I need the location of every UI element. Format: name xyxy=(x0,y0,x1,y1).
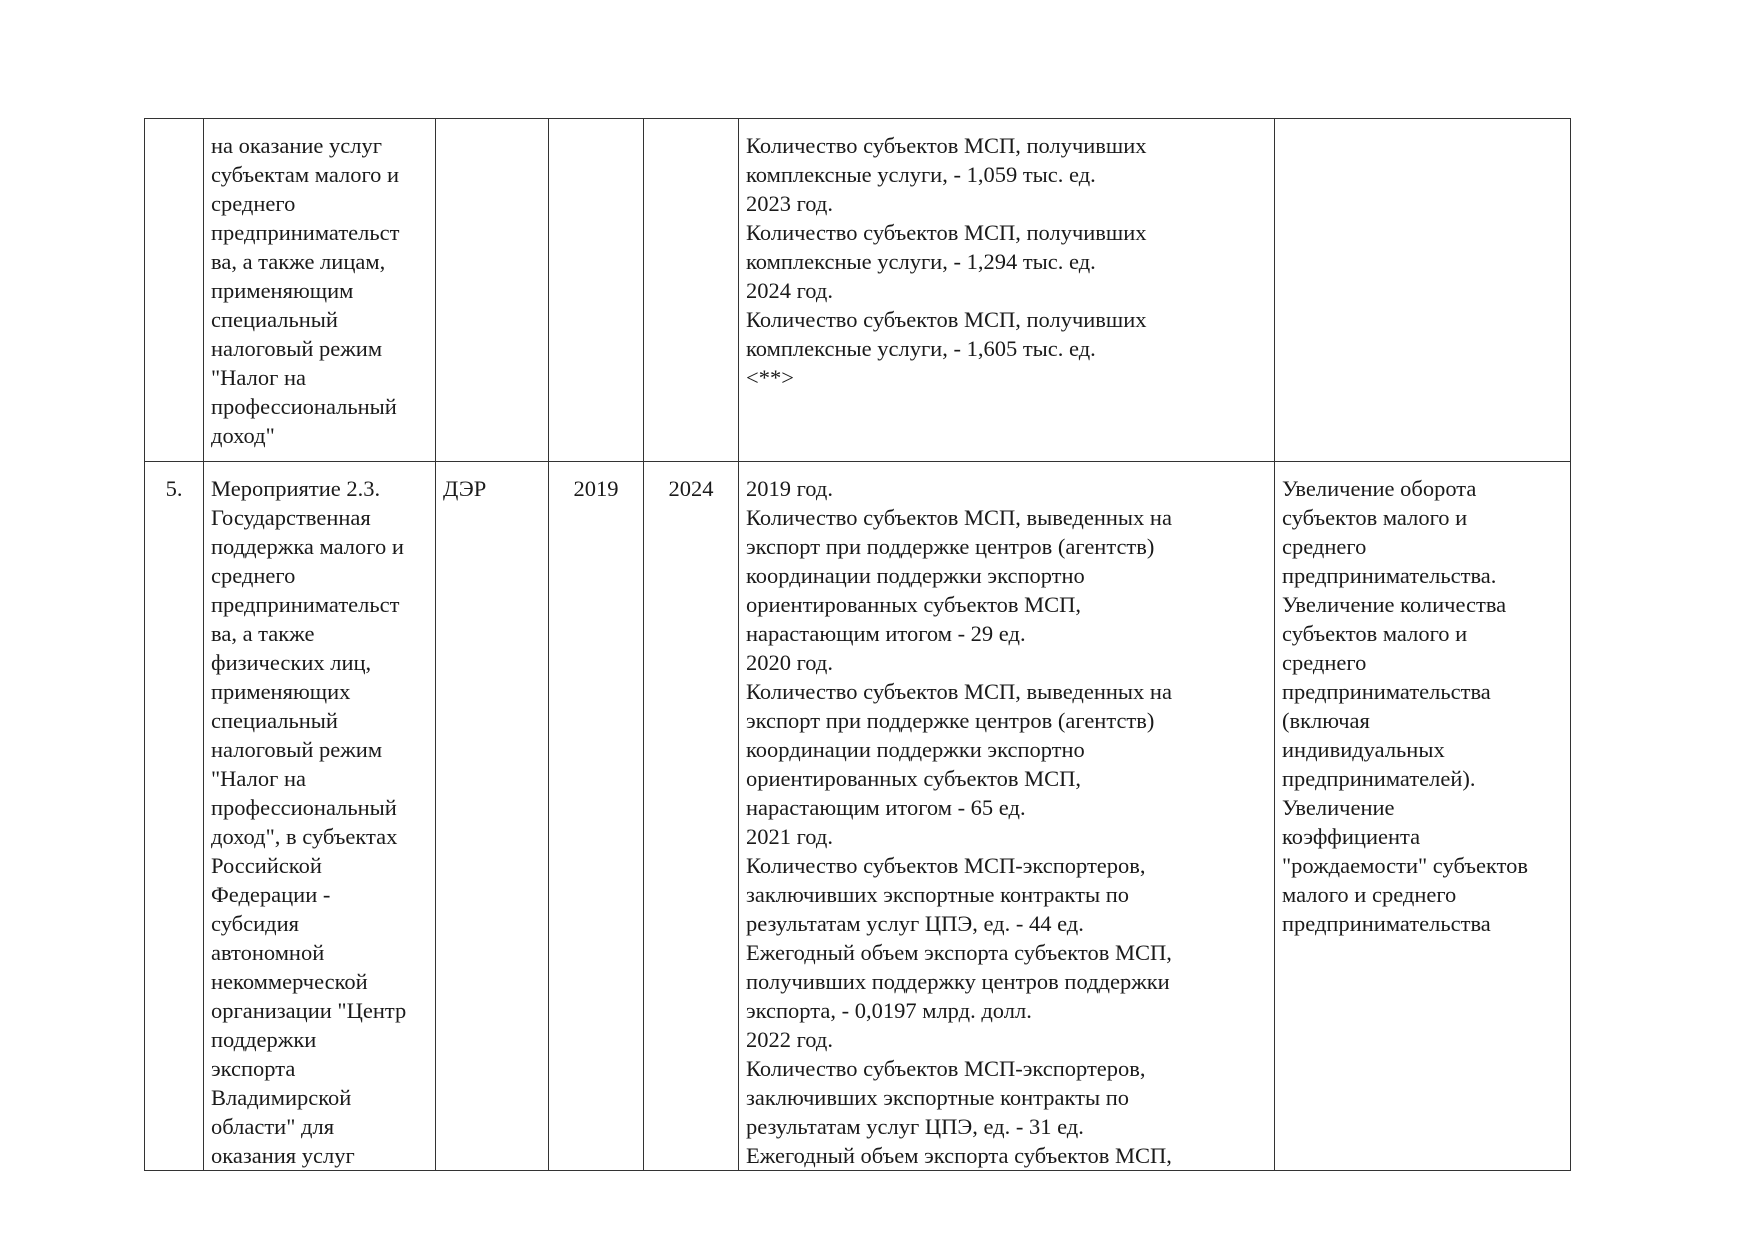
text-line: "Налог на xyxy=(211,766,306,791)
text-line: Мероприятие 2.3. xyxy=(211,476,381,501)
text-line: области" для xyxy=(211,1114,335,1139)
end-year-cell: 2024 xyxy=(644,462,739,1171)
text-line: Увеличение количества xyxy=(1282,592,1507,617)
text-line: среднего xyxy=(1282,534,1367,559)
text-line: доход", в субъектах xyxy=(211,824,398,849)
text-line: коэффициента xyxy=(1282,824,1421,849)
text-line: предпринимательства xyxy=(1282,911,1491,936)
text-line: предпринимательст xyxy=(211,220,400,245)
text-line: комплексные услуги, - 1,059 тыс. ед. xyxy=(746,162,1096,187)
executor-cell: ДЭР xyxy=(436,462,549,1171)
text-line: Количество субъектов МСП-экспортеров, xyxy=(746,1056,1146,1081)
text-line: 2022 год. xyxy=(746,1027,833,1052)
text-line: координации поддержки экспортно xyxy=(746,563,1085,588)
text-line: 2021 год. xyxy=(746,824,833,849)
text-line: получивших поддержку центров поддержки xyxy=(746,969,1170,994)
effect-cell xyxy=(1275,462,1571,1171)
row-number-cell xyxy=(145,119,204,462)
text-line: ориентированных субъектов МСП, xyxy=(746,592,1082,617)
text-line: Увеличение xyxy=(1282,795,1395,820)
text-line: Количество субъектов МСП, получивших xyxy=(746,220,1147,245)
table-row xyxy=(145,462,1571,1171)
text-line: организации "Центр xyxy=(211,998,407,1023)
text-line: экспорт при поддержке центров (агентств) xyxy=(746,708,1155,733)
result-cell xyxy=(739,462,1275,1171)
text-line: субъектам малого и xyxy=(211,162,400,187)
text-line: Владимирской xyxy=(211,1085,352,1110)
text-line: нарастающим итогом - 65 ед. xyxy=(746,795,1026,820)
text-line: доход" xyxy=(211,423,275,448)
text-line: предпринимательства xyxy=(1282,679,1491,704)
text-line: Количество субъектов МСП, выведенных на xyxy=(746,679,1172,704)
text-line: заключивших экспортные контракты по xyxy=(746,1085,1129,1110)
text-line: предпринимательст xyxy=(211,592,400,617)
text-line: физических лиц, xyxy=(211,650,372,675)
text-line: субъектов малого и xyxy=(1282,505,1468,530)
text-line: поддержки xyxy=(211,1027,317,1052)
text-line: 2019 год. xyxy=(746,476,833,501)
text-line: <**> xyxy=(746,365,794,390)
text-line: оказания услуг xyxy=(211,1143,355,1168)
text-line: поддержка малого и xyxy=(211,534,404,559)
text-line: нарастающим итогом - 29 ед. xyxy=(746,621,1026,646)
measure-name-cell xyxy=(204,462,436,1171)
text-line: Российской xyxy=(211,853,322,878)
text-line: экспорта xyxy=(211,1056,296,1081)
text-line: 2023 год. xyxy=(746,191,833,216)
text-line: индивидуальных xyxy=(1282,737,1445,762)
text-line: Количество субъектов МСП, получивших xyxy=(746,307,1147,332)
text-line: Количество субъектов МСП, выведенных на xyxy=(746,505,1172,530)
text-line: предпринимателей). xyxy=(1282,766,1476,791)
effect-cell xyxy=(1275,119,1571,462)
text-line: налоговый режим xyxy=(211,336,383,361)
text-line: Количество субъектов МСП-экспортеров, xyxy=(746,853,1146,878)
text-line: на оказание услуг xyxy=(211,133,382,158)
text-line: среднего xyxy=(1282,650,1367,675)
text-line: применяющим xyxy=(211,278,354,303)
text-line: заключивших экспортные контракты по xyxy=(746,882,1129,907)
text-line: комплексные услуги, - 1,294 тыс. ед. xyxy=(746,249,1096,274)
text-line: "Налог на xyxy=(211,365,306,390)
text-line: ва, а также xyxy=(211,621,315,646)
text-line: (включая xyxy=(1282,708,1370,733)
text-line: координации поддержки экспортно xyxy=(746,737,1085,762)
text-line: экспорта, - 0,0197 млрд. долл. xyxy=(746,998,1032,1023)
text-line: Количество субъектов МСП, получивших xyxy=(746,133,1147,158)
text-line: предпринимательства. xyxy=(1282,563,1497,588)
text-line: 2020 год. xyxy=(746,650,833,675)
text-line: профессиональный xyxy=(211,795,397,820)
table-row xyxy=(145,119,1571,462)
text-line: ориентированных субъектов МСП, xyxy=(746,766,1082,791)
text-line: 2024 год. xyxy=(746,278,833,303)
text-line: Государственная xyxy=(211,505,371,530)
text-line: результатам услуг ЦПЭ, ед. - 44 ед. xyxy=(746,911,1084,936)
text-line: субсидия xyxy=(211,911,299,936)
text-line: малого и среднего xyxy=(1282,882,1457,907)
text-line: налоговый режим xyxy=(211,737,383,762)
executor-cell xyxy=(436,119,549,462)
text-line: среднего xyxy=(211,191,296,216)
text-line: Ежегодный объем экспорта субъектов МСП, xyxy=(746,940,1172,965)
text-line: результатам услуг ЦПЭ, ед. - 31 ед. xyxy=(746,1114,1084,1139)
end-year-cell xyxy=(644,119,739,462)
text-line: субъектов малого и xyxy=(1282,621,1468,646)
text-line: комплексные услуги, - 1,605 тыс. ед. xyxy=(746,336,1096,361)
text-line: "рождаемости" субъектов xyxy=(1282,853,1529,878)
text-line: автономной xyxy=(211,940,325,965)
text-line: Ежегодный объем экспорта субъектов МСП, xyxy=(746,1143,1172,1168)
text-line: ва, а также лицам, xyxy=(211,249,386,274)
text-line: применяющих xyxy=(211,679,351,704)
text-line: Федерации - xyxy=(211,882,331,907)
text-line: некоммерческой xyxy=(211,969,368,994)
text-line: специальный xyxy=(211,307,338,332)
measures-table xyxy=(144,118,1571,1171)
text-line: среднего xyxy=(211,563,296,588)
measure-name-cell xyxy=(204,119,436,462)
text-line: специальный xyxy=(211,708,338,733)
text-line: экспорт при поддержке центров (агентств) xyxy=(746,534,1155,559)
result-cell xyxy=(739,119,1275,462)
text-line: Увеличение оборота xyxy=(1282,476,1477,501)
row-number-cell: 5. xyxy=(145,462,204,1171)
text-line: профессиональный xyxy=(211,394,397,419)
start-year-cell xyxy=(549,119,644,462)
start-year-cell: 2019 xyxy=(549,462,644,1171)
